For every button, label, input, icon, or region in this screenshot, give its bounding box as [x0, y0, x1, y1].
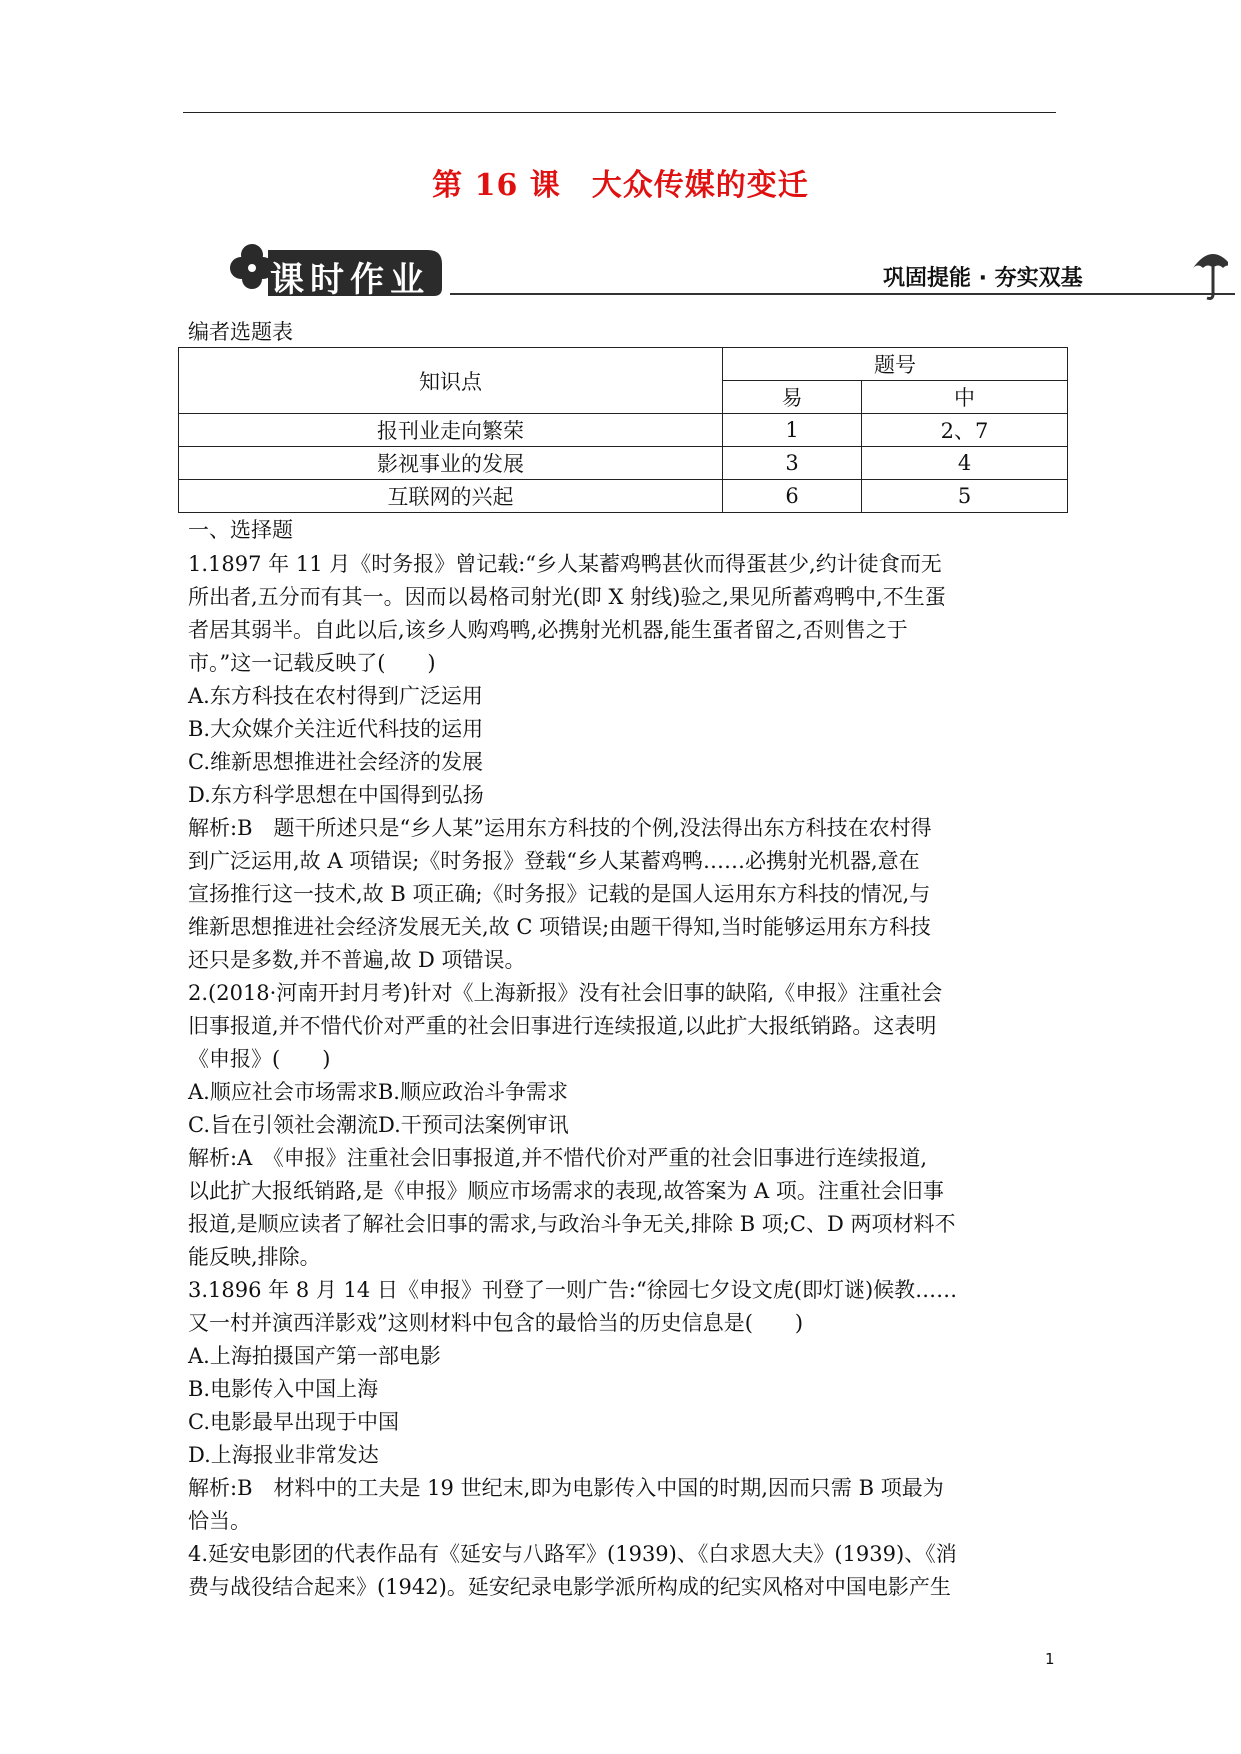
- header-number: 题号: [723, 348, 1068, 381]
- text-line: 维新思想推进社会经济发展无关,故 C 项错误;由题干得知,当时能够运用东方科技: [188, 915, 931, 939]
- section-heading: 一、选择题: [188, 518, 293, 542]
- flower-icon: [230, 244, 274, 289]
- text-line: 3.1896 年 8 月 14 日《申报》刊登了一则广告:“徐园七夕设文虎(即灯谜)候教……: [188, 1278, 958, 1302]
- table-row: [179, 414, 1068, 447]
- text-line: D.东方科学思想在中国得到弘扬: [188, 783, 484, 807]
- text-line: A.上海拍摄国产第一部电影: [188, 1344, 441, 1368]
- text-line: A.顺应社会市场需求B.顺应政治斗争需求: [188, 1080, 568, 1104]
- page-number: 1: [1045, 1650, 1055, 1668]
- text-line: B.电影传入中国上海: [188, 1377, 379, 1401]
- umbrella-icon: [1193, 254, 1228, 299]
- text-line: 到广泛运用,故 A 项错误;《时务报》登载“乡人某蓄鸡鸭……必携射光机器,意在: [188, 849, 920, 873]
- row-easy: 3: [723, 447, 862, 480]
- row-easy: 1: [723, 414, 862, 447]
- header-medium: 中: [862, 381, 1068, 414]
- text-line: 所出者,五分而有其一。因而以曷格司射光(即 X 射线)验之,果见所蓄鸡鸭中,不生蛋: [188, 585, 946, 609]
- table-row: [179, 480, 1068, 513]
- text-line: 报道,是顺应读者了解社会旧事的需求,与政治斗争无关,排除 B 项;C、D 两项材料不: [188, 1212, 956, 1236]
- banner-right-label: 巩固提能 · 夯实双基: [883, 266, 1083, 291]
- text-line: 市。”这一记载反映了( ): [188, 651, 436, 675]
- text-line: C.维新思想推进社会经济的发展: [188, 750, 483, 774]
- row-medium: 4: [862, 447, 1068, 480]
- table-row: [179, 447, 1068, 480]
- text-line: 宣扬推行这一技术,故 B 项正确;《时务报》记载的是国人运用东方科技的情况,与: [188, 882, 931, 906]
- text-line: A.东方科技在农村得到广泛运用: [188, 684, 483, 708]
- row-easy: 6: [723, 480, 862, 513]
- text-line: 解析:B 材料中的工夫是 19 世纪末,即为电影传入中国的时期,因而只需 B 项最为: [188, 1476, 944, 1500]
- text-line: 解析:A 《申报》注重社会旧事报道,并不惜代价对严重的社会旧事进行连续报道,: [188, 1146, 928, 1170]
- text-line: 能反映,排除。: [188, 1245, 321, 1269]
- text-line: 解析:B 题干所述只是“乡人某”运用东方科技的个例,没法得出东方科技在农村得: [188, 816, 932, 840]
- questions-body: [188, 548, 1066, 1604]
- text-line: 以此扩大报纸销路,是《申报》顺应市场需求的表现,故答案为 A 项。注重社会旧事: [188, 1179, 944, 1203]
- row-topic: 互联网的兴起: [179, 480, 723, 513]
- text-line: 费与战役结合起来》(1942)。延安纪录电影学派所构成的纪实风格对中国电影产生: [188, 1575, 951, 1599]
- row-topic: 报刊业走向繁荣: [179, 414, 723, 447]
- header-rule: [183, 112, 1056, 113]
- text-line: 4.延安电影团的代表作品有《延安与八路军》(1939)、《白求恩大夫》(1939)、《消: [188, 1542, 957, 1566]
- text-line: 又一村并演西洋影戏”这则材料中包含的最恰当的历史信息是( ): [188, 1311, 804, 1335]
- text-line: 还只是多数,并不普遍,故 D 项错误。: [188, 948, 526, 972]
- text-line: D.上海报业非常发达: [188, 1443, 379, 1467]
- header-knowledge: 知识点: [179, 348, 723, 414]
- text-line: 《申报》( ): [188, 1047, 331, 1071]
- banner-rule: [450, 293, 1235, 295]
- text-line: 恰当。: [188, 1509, 251, 1533]
- lesson-title: 第 16 课 大众传媒的变迁: [432, 168, 809, 203]
- text-line: C.旨在引领社会潮流D.干预司法案例审讯: [188, 1113, 569, 1137]
- text-line: C.电影最早出现于中国: [188, 1410, 399, 1434]
- header-easy: 易: [723, 381, 862, 414]
- row-medium: 2、7: [862, 414, 1068, 447]
- text-line: 2.(2018·河南开封月考)针对《上海新报》没有社会旧事的缺陷,《申报》注重社会: [188, 981, 943, 1005]
- banner-left-label: 课时作业: [270, 260, 430, 300]
- text-line: B.大众媒介关注近代科技的运用: [188, 717, 484, 741]
- text-line: 旧事报道,并不惜代价对严重的社会旧事进行连续报道,以此扩大报纸销路。这表明: [188, 1014, 937, 1038]
- topic-table: [178, 347, 1068, 513]
- row-medium: 5: [862, 480, 1068, 513]
- row-topic: 影视事业的发展: [179, 447, 723, 480]
- text-line: 者居其弱半。自此以后,该乡人购鸡鸭,必携射光机器,能生蛋者留之,否则售之于: [188, 618, 908, 642]
- text-line: 1.1897 年 11 月《时务报》曾记载:“乡人某蓄鸡鸭甚伙而得蛋甚少,约计徒食而无: [188, 552, 942, 576]
- table-caption: 编者选题表: [188, 320, 293, 344]
